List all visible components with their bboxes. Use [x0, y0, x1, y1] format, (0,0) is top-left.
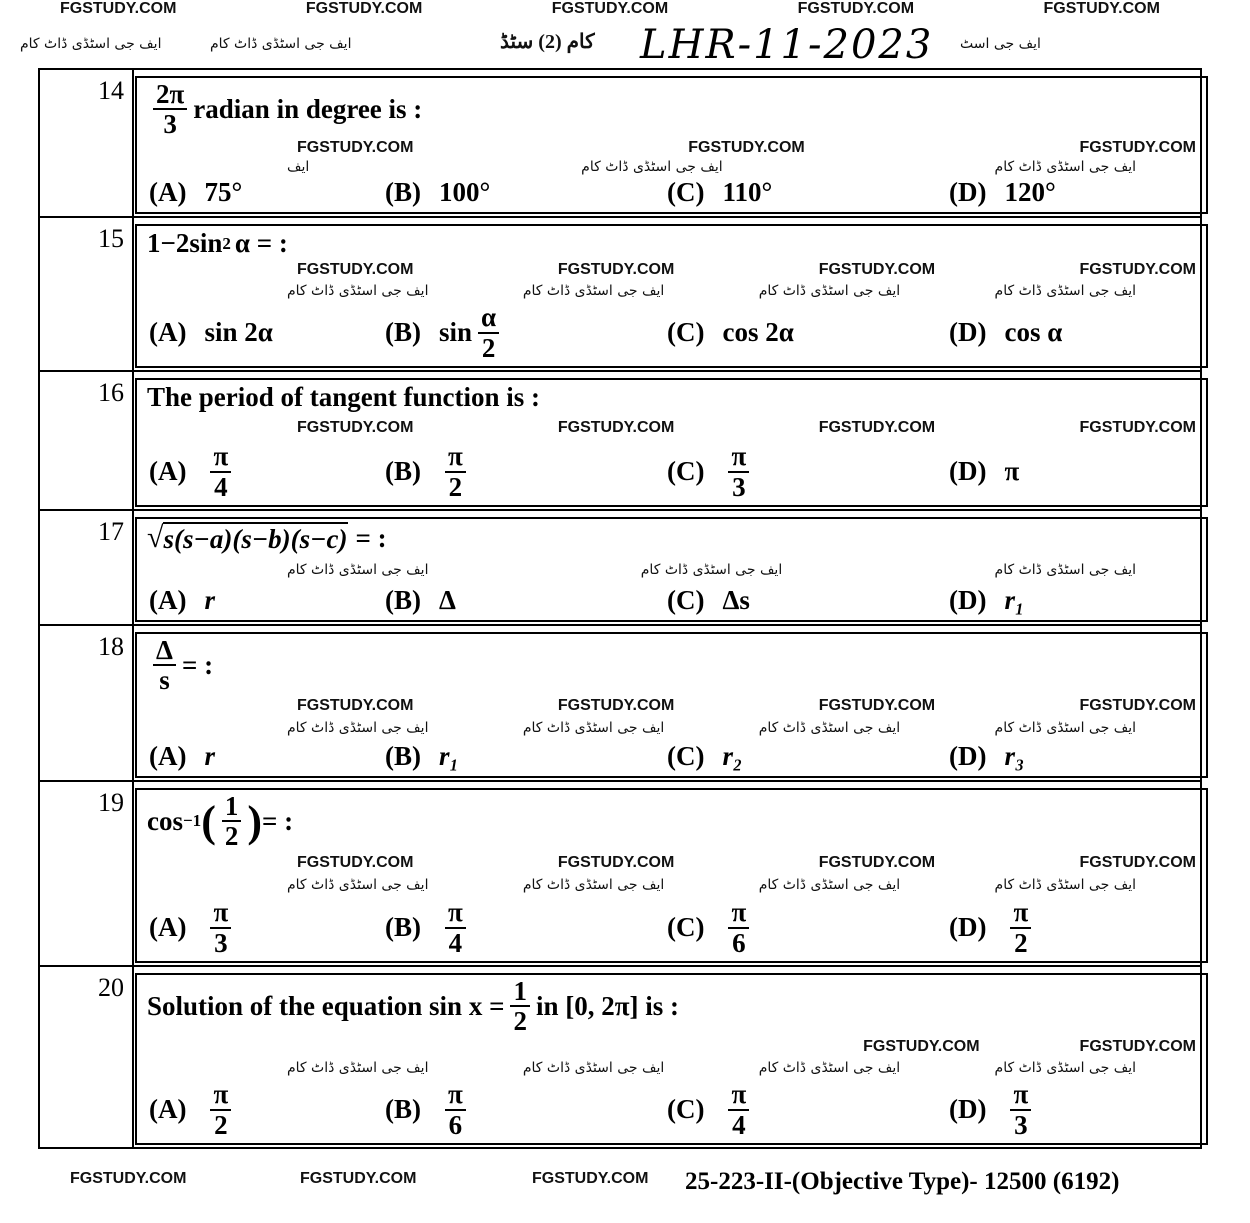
stem-text: The period of tangent function is : — [147, 382, 541, 412]
watermark: FGSTUDY.COM — [300, 1170, 417, 1187]
option-d[interactable] — [949, 898, 1037, 957]
option-letter: (B) — [385, 912, 421, 943]
numerator: π — [728, 442, 749, 472]
watermark: FGSTUDY.COM — [297, 261, 414, 279]
option-letter: (C) — [667, 1094, 705, 1125]
header-watermarks — [60, 0, 1160, 18]
watermark: FGSTUDY.COM — [688, 138, 805, 156]
option-c[interactable] — [667, 898, 949, 957]
handwritten-paper-code: LHR-11-2023 — [640, 22, 934, 68]
option-letter: (A) — [149, 912, 187, 943]
denominator: 6 — [732, 927, 746, 958]
urdu-watermark-row — [137, 281, 1206, 301]
question-number-cell — [40, 626, 134, 780]
watermark: FGSTUDY.COM — [797, 0, 915, 17]
option-c[interactable] — [667, 585, 949, 616]
watermark: FGSTUDY.COM — [1079, 138, 1196, 156]
option-letter: (A) — [149, 740, 187, 771]
urdu-watermark: ایف جی اسٹڈی ڈاٹ کام — [287, 562, 429, 578]
option-value: π — [1004, 456, 1020, 487]
question-row — [40, 782, 1200, 967]
watermark: FGSTUDY.COM — [1079, 261, 1196, 279]
urdu-watermark: ایف جی اسٹڈی ڈاٹ کام — [994, 1060, 1136, 1077]
numerator: π — [1010, 1080, 1031, 1110]
fraction — [510, 977, 530, 1036]
options — [137, 442, 1206, 501]
watermark: FGSTUDY.COM — [863, 1037, 980, 1055]
option-a[interactable] — [149, 898, 385, 957]
watermark: FGSTUDY.COM — [1079, 697, 1196, 715]
option-value: 110° — [722, 176, 773, 207]
question-stem — [137, 521, 1206, 555]
watermark: FGSTUDY.COM — [297, 697, 414, 715]
option-d[interactable] — [949, 585, 1024, 616]
options — [137, 177, 1206, 208]
option-d[interactable] — [949, 741, 1024, 772]
option-letter: (A) — [149, 176, 187, 207]
option-letter: (B) — [385, 740, 421, 771]
denominator: 2 — [214, 1109, 228, 1140]
watermark-row — [137, 139, 1206, 157]
option-letter: (B) — [385, 176, 421, 207]
option-a[interactable] — [149, 177, 385, 208]
urdu-watermark: ایف — [287, 158, 310, 175]
option-c[interactable] — [667, 741, 949, 772]
urdu-watermark: ایف جی اسٹڈی ڈاٹ کام — [994, 562, 1136, 578]
option-value: 75° — [204, 176, 243, 207]
watermark: FGSTUDY.COM — [70, 1170, 187, 1187]
numerator: α — [478, 303, 499, 333]
question-stem — [137, 636, 1206, 695]
denominator: 2 — [224, 821, 239, 852]
stem-text: radian in degree is : — [193, 93, 423, 124]
option-a[interactable] — [149, 1080, 385, 1139]
option-value: Δs — [722, 585, 750, 615]
page-number: کام (2) سٹڈ — [500, 31, 595, 53]
question-number-cell — [40, 218, 134, 370]
numerator: π — [210, 898, 231, 928]
option-value: r₃ — [1004, 740, 1025, 771]
option-letter: (C) — [667, 912, 705, 943]
watermark: FGSTUDY.COM — [1079, 1037, 1196, 1055]
fraction — [1010, 898, 1031, 957]
option-value: sin — [439, 317, 473, 348]
option-d[interactable] — [949, 177, 1056, 208]
watermark: FGSTUDY.COM — [818, 261, 936, 279]
option-a[interactable] — [149, 741, 385, 772]
option-letter: (B) — [385, 1094, 421, 1125]
denominator: 4 — [732, 1109, 746, 1140]
numerator: π — [445, 898, 466, 928]
stem-text: α = : — [234, 228, 288, 258]
numerator: 1 — [222, 792, 242, 822]
option-a[interactable] — [149, 442, 385, 501]
numerator: 1 — [510, 977, 530, 1007]
urdu-watermark: ایف جی اسٹڈی ڈاٹ کام — [994, 720, 1136, 737]
option-letter: (D) — [949, 1094, 987, 1125]
denominator: 3 — [163, 109, 177, 140]
watermark-row — [137, 697, 1206, 715]
question-stem — [137, 792, 1206, 851]
urdu-watermark-row — [137, 875, 1206, 895]
question-number-cell — [40, 967, 134, 1147]
watermark: FGSTUDY.COM — [818, 697, 936, 715]
options — [137, 585, 1206, 616]
fraction — [445, 1080, 466, 1139]
option-letter: (A) — [149, 1094, 187, 1125]
option-value: 120° — [1004, 176, 1056, 207]
watermark: FGSTUDY.COM — [305, 0, 423, 17]
urdu-watermark: ایف جی اسٹڈی ڈاٹ کام — [758, 720, 901, 737]
denominator: 3 — [1014, 1109, 1028, 1140]
stem-text: cos — [147, 805, 183, 836]
watermark: FGSTUDY.COM — [297, 853, 414, 871]
watermark: FGSTUDY.COM — [1043, 0, 1160, 17]
option-value: cos 2α — [722, 317, 794, 348]
options — [137, 303, 1206, 362]
question-number: 18 — [98, 632, 124, 661]
stem-text: in [0, 2π] is : — [535, 990, 680, 1021]
stem-text: = : — [355, 522, 387, 553]
numerator: Δ — [153, 636, 176, 666]
denominator: 2 — [513, 1006, 527, 1037]
denominator: 3 — [732, 471, 746, 502]
denominator: 2 — [1014, 927, 1028, 958]
question-number: 16 — [98, 378, 124, 407]
option-letter: (D) — [949, 585, 987, 615]
urdu-watermark: ایف جی اسٹڈی ڈاٹ کام — [994, 283, 1136, 300]
paper-code: 25-223-II-(Objective Type)- 12500 (6192) — [685, 1168, 1120, 1195]
watermark: FGSTUDY.COM — [818, 853, 936, 871]
denominator: 4 — [214, 471, 228, 502]
question-number-cell — [40, 511, 134, 624]
watermark-row — [137, 854, 1206, 872]
question-content — [135, 378, 1208, 507]
option-b[interactable] — [385, 898, 667, 957]
option-value: r₁ — [439, 740, 459, 771]
fraction — [210, 898, 231, 957]
denominator: 2 — [448, 471, 463, 502]
option-letter: (D) — [949, 912, 987, 943]
paren: ( — [201, 796, 216, 846]
fraction — [728, 1080, 749, 1139]
mcq-table — [38, 68, 1202, 1149]
urdu-watermark: ایف جی اسٹڈی ڈاٹ کام — [287, 720, 429, 737]
question-row — [40, 372, 1200, 511]
option-letter: (D) — [949, 317, 987, 348]
watermark: FGSTUDY.COM — [557, 853, 675, 871]
option-letter: (B) — [385, 585, 421, 615]
urdu-watermark: ایف جی اسٹڈی ڈاٹ کام — [522, 720, 665, 737]
question-stem — [137, 977, 1206, 1036]
watermark: FGSTUDY.COM — [551, 0, 669, 17]
urdu-watermark: ایف جی اسٹڈی ڈاٹ کام — [522, 1060, 665, 1077]
numerator: π — [728, 898, 749, 928]
fraction — [210, 1080, 231, 1139]
option-letter: (C) — [667, 176, 705, 207]
numerator: π — [445, 1080, 466, 1110]
question-row — [40, 967, 1200, 1147]
watermark: FGSTUDY.COM — [1079, 418, 1196, 436]
question-row — [40, 70, 1200, 218]
watermark-row — [137, 419, 1206, 437]
option-b[interactable] — [385, 585, 667, 616]
superscript: −1 — [183, 811, 202, 831]
option-value: r — [204, 740, 215, 771]
fraction — [728, 442, 749, 501]
option-letter: (B) — [385, 456, 421, 487]
denominator: s — [159, 665, 170, 696]
numerator: π — [210, 1080, 231, 1110]
option-letter: (A) — [149, 585, 187, 615]
watermark: FGSTUDY.COM — [557, 261, 675, 279]
question-row — [40, 511, 1200, 626]
fraction — [210, 442, 231, 501]
option-b[interactable] — [385, 442, 667, 501]
superscript: 2 — [222, 233, 231, 253]
urdu-watermark: ایف جی اسٹڈی ڈاٹ کام — [581, 158, 723, 175]
option-letter: (C) — [667, 740, 705, 771]
question-content — [135, 517, 1208, 622]
urdu-watermark: ایف جی اسٹڈی ڈاٹ کام — [758, 877, 901, 894]
fraction — [728, 898, 749, 957]
denominator: 3 — [214, 927, 228, 958]
stem-text: = : — [181, 649, 214, 680]
watermark-row — [137, 261, 1206, 279]
option-letter: (A) — [149, 317, 187, 348]
option-letter: (D) — [949, 456, 987, 487]
watermark: FGSTUDY.COM — [1079, 853, 1196, 871]
question-stem — [137, 80, 1206, 139]
urdu-watermark: ایف جی اسٹڈی ڈاٹ کام — [640, 562, 783, 578]
option-value: r₁ — [1004, 585, 1025, 615]
fraction — [445, 898, 466, 957]
urdu-watermark-row — [137, 157, 1206, 177]
stem-text: Solution of the equation sin x = — [147, 990, 505, 1021]
fraction — [478, 303, 499, 362]
option-c[interactable] — [667, 317, 949, 348]
question-content — [135, 76, 1208, 214]
option-a[interactable] — [149, 585, 385, 616]
option-c[interactable] — [667, 1080, 949, 1139]
option-letter: (C) — [667, 456, 705, 487]
option-letter: (B) — [385, 317, 421, 348]
numerator: π — [445, 442, 466, 472]
square-root-sign: √ — [147, 521, 164, 554]
numerator: π — [728, 1080, 749, 1110]
urdu-watermark-row — [137, 560, 1206, 580]
stem-text: = : — [262, 805, 294, 836]
urdu-watermark: ایف جی اسٹڈی ڈاٹ کام — [758, 1060, 901, 1077]
option-b[interactable] — [385, 177, 667, 208]
question-number: 19 — [98, 788, 124, 817]
question-content — [135, 632, 1208, 778]
option-letter: (D) — [949, 176, 987, 207]
option-d[interactable] — [949, 317, 1062, 348]
watermark: FGSTUDY.COM — [557, 418, 675, 436]
watermark: FGSTUDY.COM — [297, 418, 414, 436]
header-line — [0, 22, 1250, 68]
urdu-watermark: ایف جی اسٹ — [960, 36, 1041, 52]
watermark: FGSTUDY.COM — [60, 0, 177, 17]
option-value: cos α — [1004, 317, 1063, 348]
question-content — [135, 973, 1208, 1145]
options — [137, 741, 1206, 772]
question-number-cell — [40, 70, 134, 216]
option-letter: (D) — [949, 740, 987, 771]
watermark: FGSTUDY.COM — [818, 418, 936, 436]
numerator: π — [1010, 898, 1031, 928]
option-value: Δ — [439, 585, 456, 615]
options — [137, 1080, 1206, 1139]
fraction — [222, 792, 242, 851]
fraction — [153, 80, 187, 139]
question-content — [135, 788, 1208, 963]
fraction — [1010, 1080, 1031, 1139]
stem-text: 1−2sin — [147, 228, 223, 258]
question-number-cell — [40, 372, 134, 509]
numerator: π — [210, 442, 231, 472]
question-number-cell — [40, 782, 134, 965]
option-letter: (A) — [149, 456, 187, 487]
radicand: s(s−a)(s−b)(s−c) — [163, 523, 348, 554]
question-content — [135, 224, 1208, 368]
urdu-watermark: ایف جی اسٹڈی ڈاٹ کام — [287, 283, 429, 300]
option-d[interactable] — [949, 456, 1019, 487]
question-number: 20 — [98, 973, 124, 1002]
paren: ) — [247, 796, 262, 846]
question-number: 14 — [98, 76, 124, 105]
watermark: FGSTUDY.COM — [297, 138, 414, 156]
question-row — [40, 218, 1200, 372]
urdu-watermark: ایف جی اسٹڈی ڈاٹ کام — [522, 283, 665, 300]
watermark-row — [137, 1038, 1206, 1056]
option-value: sin 2α — [204, 317, 273, 348]
urdu-watermark: ایف جی اسٹڈی ڈاٹ کام — [994, 158, 1136, 175]
option-d[interactable] — [949, 1080, 1037, 1139]
watermark: FGSTUDY.COM — [532, 1170, 649, 1187]
question-number: 15 — [98, 224, 124, 253]
question-number: 17 — [98, 517, 124, 546]
question-row — [40, 626, 1200, 782]
option-value: r₂ — [722, 740, 743, 771]
option-c[interactable] — [667, 177, 949, 208]
denominator: 6 — [448, 1109, 463, 1140]
question-stem — [137, 382, 1206, 413]
option-letter: (C) — [667, 585, 705, 615]
question-stem — [137, 228, 1206, 259]
urdu-watermark: ایف جی اسٹڈی ڈاٹ کام — [522, 877, 665, 894]
option-letter: (C) — [667, 317, 705, 348]
denominator: 2 — [481, 332, 496, 363]
option-b[interactable] — [385, 1080, 667, 1139]
fraction — [445, 442, 466, 501]
fraction — [153, 636, 176, 695]
urdu-watermark: ایف جی اسٹڈی ڈاٹ کام — [210, 36, 352, 52]
option-b[interactable] — [385, 303, 667, 362]
watermark: FGSTUDY.COM — [557, 697, 675, 715]
urdu-watermark-row — [137, 1058, 1206, 1078]
option-c[interactable] — [667, 442, 949, 501]
urdu-watermark: ایف جی اسٹڈی ڈاٹ کام — [20, 36, 162, 52]
numerator: 2π — [153, 80, 187, 110]
option-a[interactable] — [149, 317, 385, 348]
option-value: 100° — [439, 176, 491, 207]
option-value: r — [204, 585, 215, 615]
urdu-watermark: ایف جی اسٹڈی ڈاٹ کام — [994, 877, 1136, 894]
options — [137, 898, 1206, 957]
denominator: 4 — [448, 927, 463, 958]
urdu-watermark: ایف جی اسٹڈی ڈاٹ کام — [287, 877, 429, 894]
urdu-watermark: ایف جی اسٹڈی ڈاٹ کام — [758, 283, 901, 300]
urdu-watermark: ایف جی اسٹڈی ڈاٹ کام — [287, 1060, 429, 1077]
urdu-watermark-row — [137, 718, 1206, 738]
option-b[interactable] — [385, 741, 667, 772]
